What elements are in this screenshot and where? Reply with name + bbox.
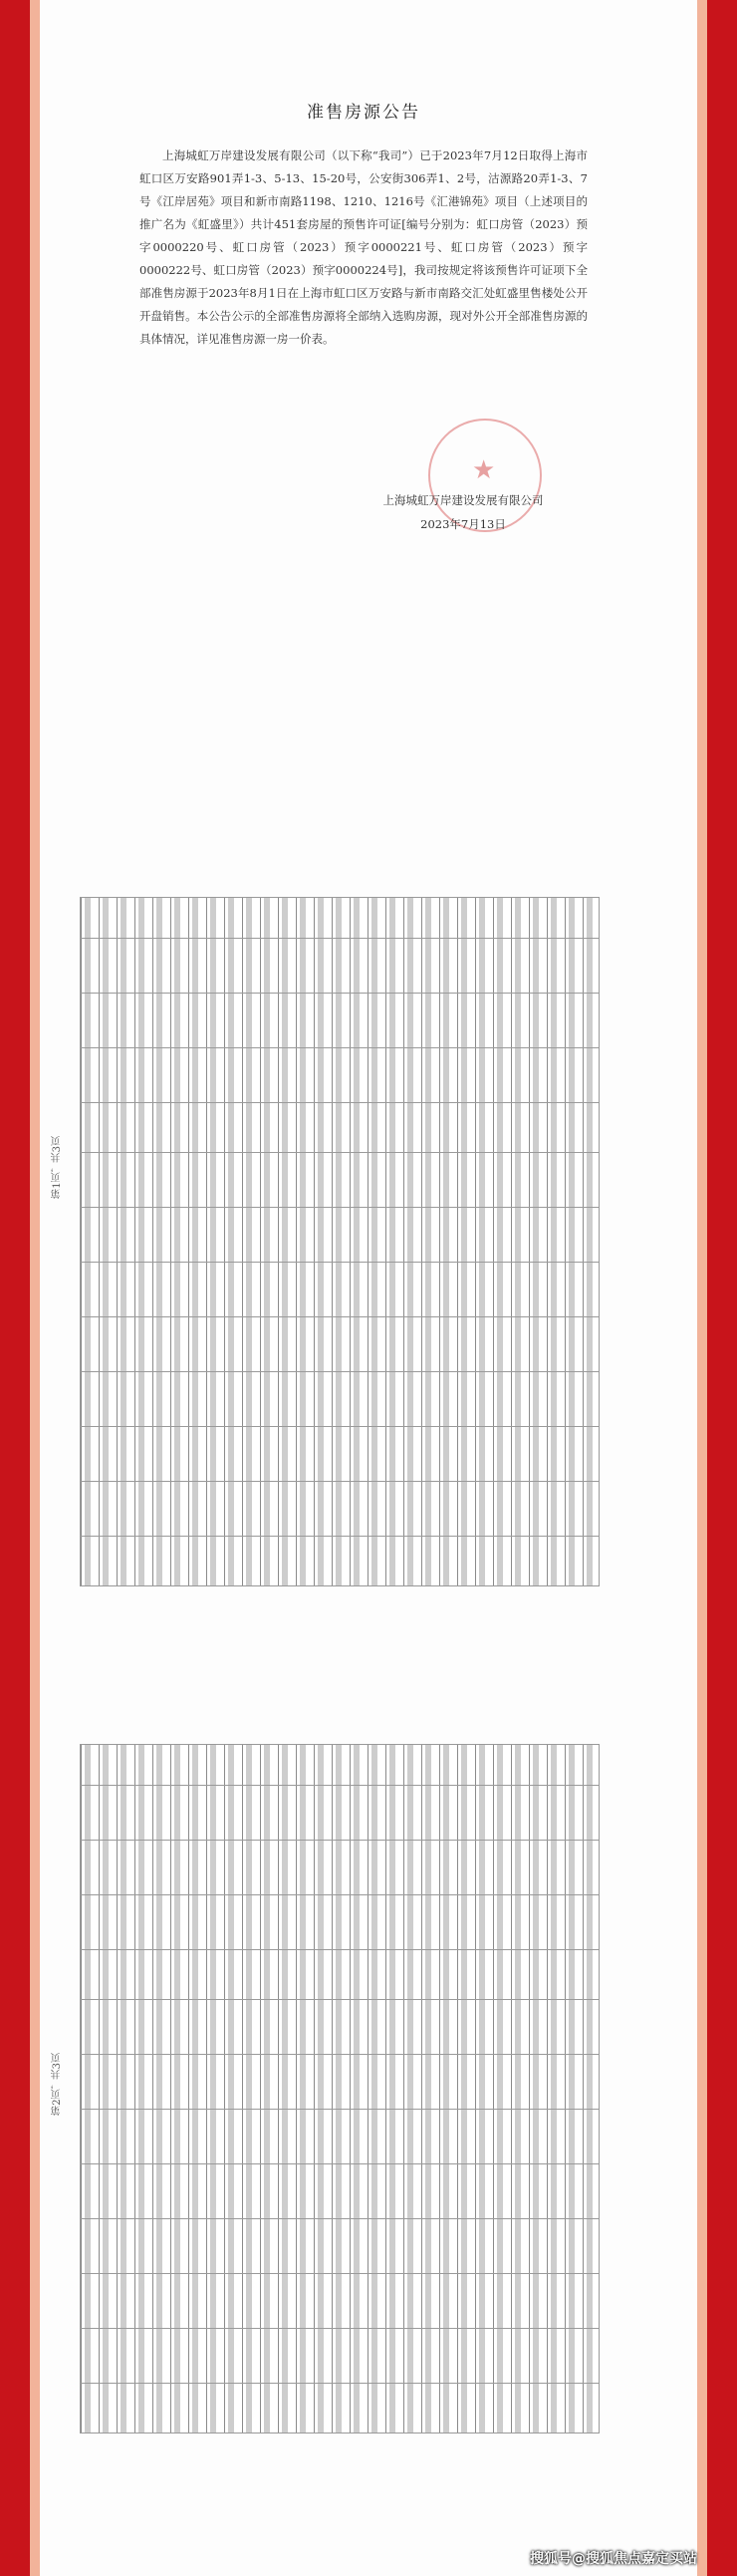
notice-date: 2023年7月13日 xyxy=(420,517,506,531)
watermark-text: 搜狐号@搜狐焦点嘉定买站 xyxy=(530,2551,697,2567)
right-red-border xyxy=(707,0,737,2576)
price-table-page-2 xyxy=(80,1744,600,2433)
notice-title: 准售房源公告 xyxy=(307,103,420,123)
company-name: 上海城虹万岸建设发展有限公司 xyxy=(382,493,544,507)
page-number-1: 第1页，共3页 xyxy=(52,1136,63,1199)
table-column-lines xyxy=(81,1745,599,2433)
table-column-lines xyxy=(81,898,599,1585)
signature-block xyxy=(339,488,588,536)
seal-star-icon: ★ xyxy=(472,455,496,485)
notice-section xyxy=(139,60,588,351)
notice-body: 上海城虹万岸建设发展有限公司（以下称“我司”）已于2023年7月12日取得上海市虹口区万安路901弄1-3、5-13、15-20号，公安街306弄1、2号，沽源路20弄1-3、7号《江岸居苑》项目和新市南路1198、1210、1216号《汇港锦苑》项目（上述项目的推广名为《虹盛里》）共计451套房屋的预售许可证[编号分别为：虹口房管（2023）预字0000220号、虹口房管（2023）预字0000221号、虹口房管（2023）预字0000222号、虹口房管（2023）预字0000224号]，我司按规定将该预售许可证项下全部准售房源于2023年8月1日在上海市虹口区万安路与新市南路交汇处虹盛里售楼处公开开盘销售。本公告公示的全部准售房源将全部纳入选购房源，现对外公开全部准售房源的具体情况，详见准售房源一房一价表。 xyxy=(139,148,588,346)
left-red-border xyxy=(0,0,30,2576)
page-number-2: 第2页，共3页 xyxy=(52,2053,63,2116)
price-table-page-1 xyxy=(80,897,600,1586)
